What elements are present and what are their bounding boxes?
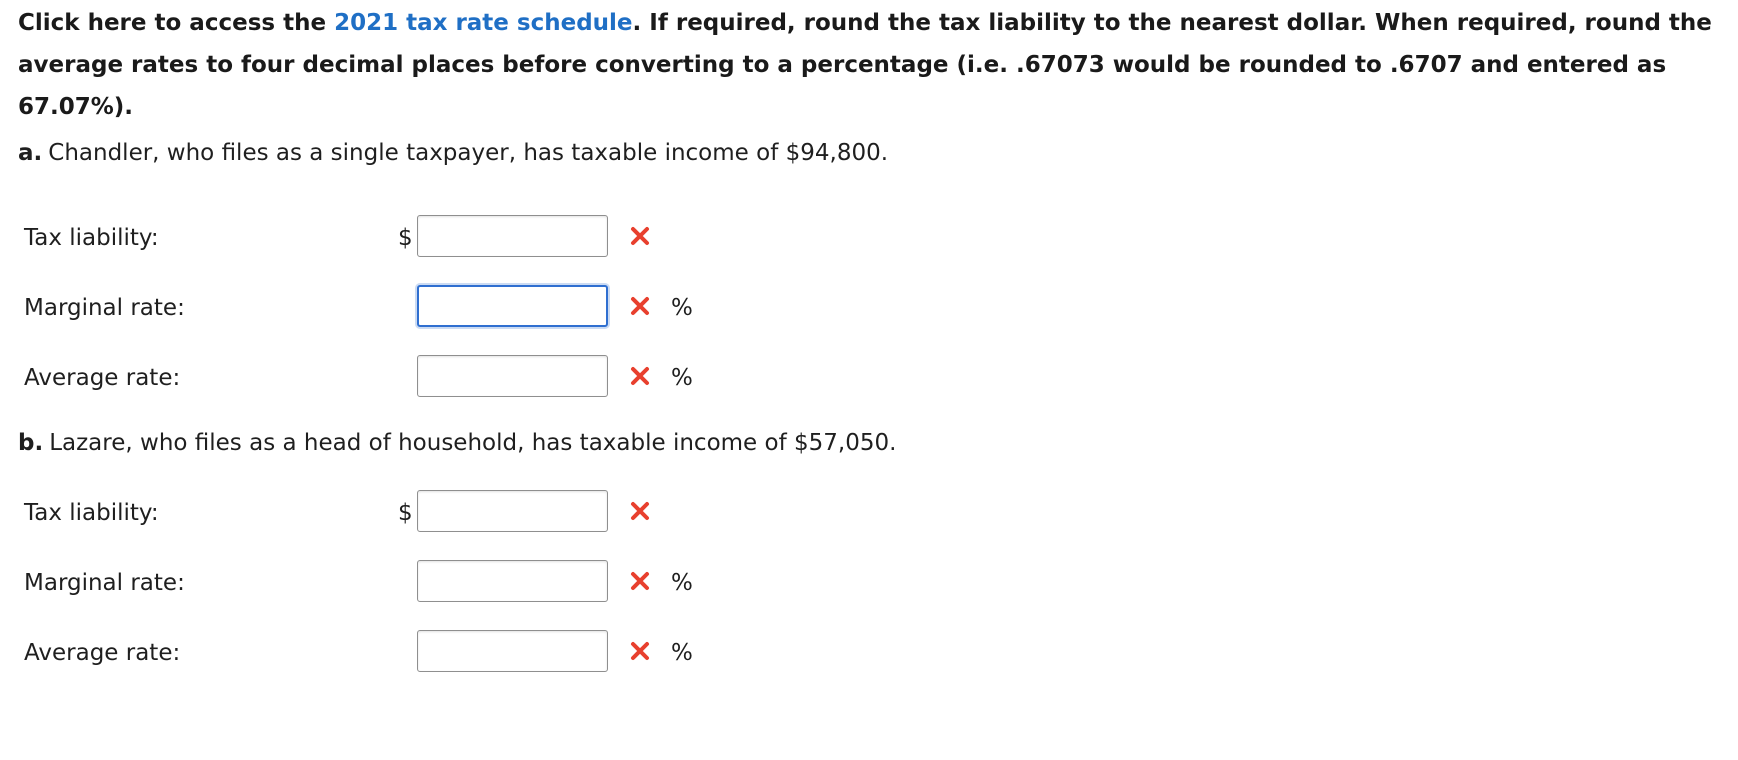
part-b-question-text: Lazare, who files as a head of household, has taxable income of $57,050. <box>49 430 897 456</box>
part-a-marginal-rate-input[interactable] <box>417 285 608 327</box>
part-a-marginal-rate-percent-sign: % <box>671 295 693 321</box>
part-b-tax-liability-row <box>0 490 900 536</box>
part-b-marginal-rate-row <box>0 560 900 606</box>
incorrect-x-icon <box>628 294 652 318</box>
instructions-prefix: Click here to access the <box>18 10 335 36</box>
part-a-average-rate-row <box>0 355 900 401</box>
instructions <box>18 2 1728 128</box>
tax-rate-schedule-link[interactable]: 2021 tax rate schedule <box>334 10 633 36</box>
part-a-marginal-rate-label: Marginal rate: <box>24 295 185 321</box>
part-b-average-rate-label: Average rate: <box>24 640 181 666</box>
part-b-tax-liability-input[interactable] <box>417 490 608 532</box>
part-a-question-text: Chandler, who files as a single taxpayer, has taxable income of $94,800. <box>48 140 889 166</box>
part-b-average-rate-input[interactable] <box>417 630 608 672</box>
part-a-tax-liability-row <box>0 215 900 261</box>
part-b-marginal-rate-input[interactable] <box>417 560 608 602</box>
part-b-question <box>18 428 896 458</box>
part-a-average-rate-input[interactable] <box>417 355 608 397</box>
part-a-letter: a. <box>18 140 43 166</box>
part-b-letter: b. <box>18 430 44 456</box>
part-a-tax-liability-input[interactable] <box>417 215 608 257</box>
part-a-tax-liability-label: Tax liability: <box>24 225 159 251</box>
incorrect-x-icon <box>628 364 652 388</box>
part-a-average-rate-label: Average rate: <box>24 365 181 391</box>
instructions-suffix: . If required, round the tax liability to the nearest dollar. When required, round the average rates to four decimal places before converting to a percentage (i.e. .67073 would be rounded to .6707 and entered as 67.07%). <box>18 10 1712 120</box>
incorrect-x-icon <box>628 224 652 248</box>
part-b-tax-liability-dollar-sign: $ <box>398 500 413 526</box>
incorrect-x-icon <box>628 499 652 523</box>
part-a-marginal-rate-row <box>0 285 900 331</box>
incorrect-x-icon <box>628 569 652 593</box>
part-b-average-rate-percent-sign: % <box>671 640 693 666</box>
part-a-tax-liability-dollar-sign: $ <box>398 225 413 251</box>
part-b-average-rate-row <box>0 630 900 676</box>
part-a-question <box>18 138 888 168</box>
incorrect-x-icon <box>628 639 652 663</box>
part-b-marginal-rate-label: Marginal rate: <box>24 570 185 596</box>
part-b-marginal-rate-percent-sign: % <box>671 570 693 596</box>
part-b-tax-liability-label: Tax liability: <box>24 500 159 526</box>
part-a-average-rate-percent-sign: % <box>671 365 693 391</box>
